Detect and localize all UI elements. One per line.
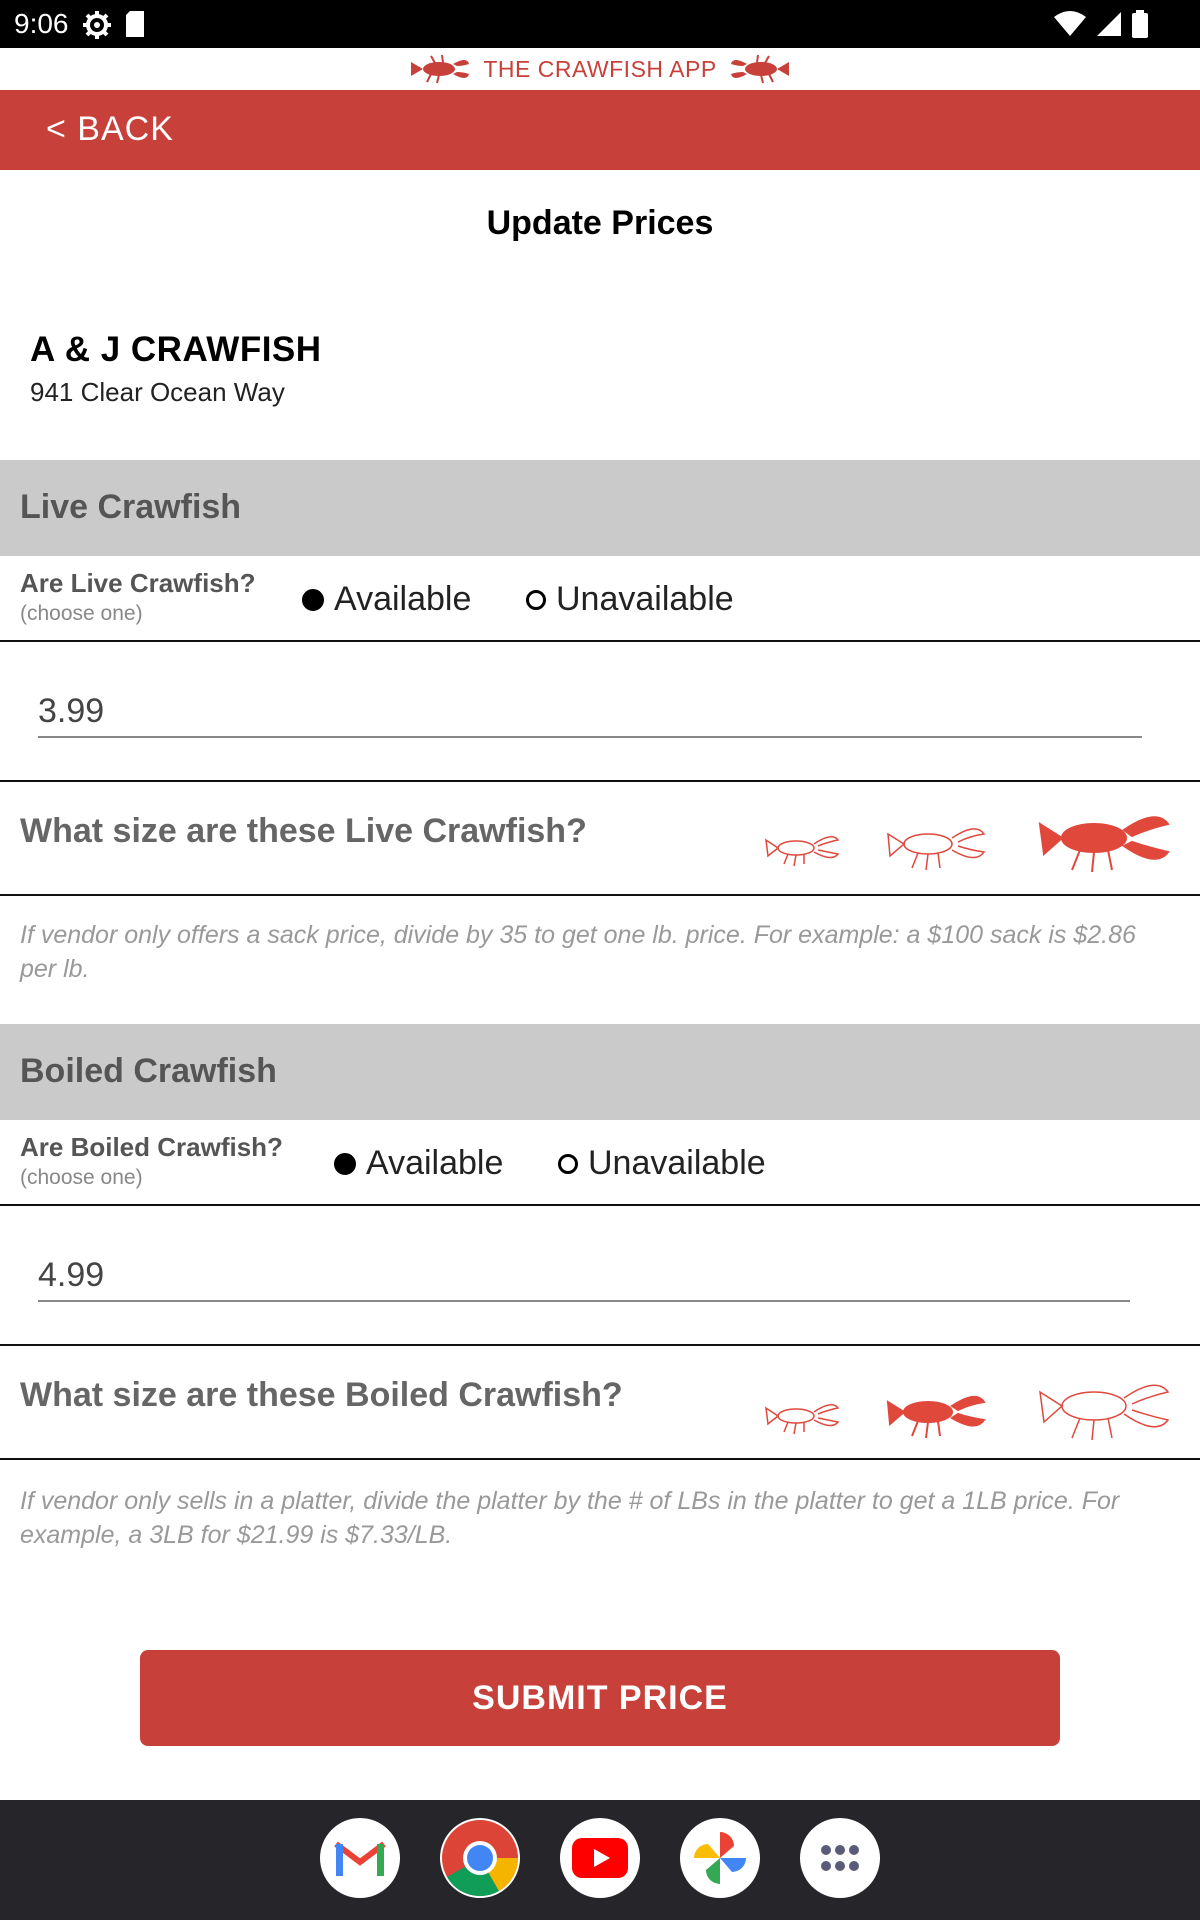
large-crawfish-icon[interactable] bbox=[1036, 798, 1172, 874]
medium-crawfish-icon[interactable] bbox=[884, 1380, 988, 1440]
medium-crawfish-icon[interactable] bbox=[884, 812, 988, 872]
status-time: 9:06 bbox=[14, 8, 69, 39]
page-title: Update Prices bbox=[486, 204, 714, 242]
availability-question: Are Live Crawfish? bbox=[20, 568, 256, 598]
live-availability-row bbox=[0, 556, 1200, 642]
crawfish-logo-icon bbox=[729, 54, 791, 84]
boiled-size-row bbox=[0, 1346, 1200, 1460]
back-button[interactable]: < BACK bbox=[46, 110, 174, 148]
radio-selected-icon bbox=[302, 589, 324, 611]
size-question: What size are these Boiled Crawfish? bbox=[20, 1376, 623, 1414]
live-crawfish-section-header bbox=[0, 460, 1200, 556]
boiled-price-row bbox=[0, 1206, 1200, 1346]
size-question: What size are these Live Crawfish? bbox=[20, 812, 587, 850]
youtube-icon[interactable] bbox=[560, 1818, 640, 1898]
settings-gear-icon bbox=[82, 10, 112, 40]
app-brand-name: THE CRAWFISH APP bbox=[483, 55, 717, 82]
large-crawfish-icon[interactable] bbox=[1036, 1366, 1172, 1442]
availability-question: Are Boiled Crawfish? bbox=[20, 1132, 283, 1162]
boiled-crawfish-section-header bbox=[0, 1024, 1200, 1120]
radio-label: Available bbox=[366, 1144, 504, 1182]
status-bar bbox=[0, 0, 1200, 48]
live-price-input[interactable] bbox=[38, 686, 1142, 738]
radio-selected-icon bbox=[334, 1153, 356, 1175]
small-crawfish-icon[interactable] bbox=[762, 824, 842, 868]
vendor-name: A & J CRAWFISH bbox=[30, 330, 322, 369]
section-title: Live Crawfish bbox=[20, 488, 242, 526]
chrome-icon[interactable] bbox=[440, 1818, 520, 1898]
crawfish-logo-icon bbox=[409, 54, 471, 84]
availability-hint: (choose one) bbox=[20, 1166, 143, 1189]
sd-card-icon bbox=[124, 10, 146, 38]
radio-unselected-icon bbox=[558, 1154, 578, 1174]
radio-label: Unavailable bbox=[556, 580, 734, 618]
battery-icon bbox=[1132, 10, 1148, 38]
section-title: Boiled Crawfish bbox=[20, 1052, 277, 1090]
app-drawer-icon[interactable] bbox=[800, 1818, 880, 1898]
live-available-radio[interactable] bbox=[302, 580, 471, 619]
radio-label: Available bbox=[334, 580, 472, 618]
boiled-pricing-note: If vendor only sells in a platter, divide the platter by the # of LBs in the platter to get a 1LB price. For example, a 3LB for $21.99 is $7.33/LB. bbox=[20, 1487, 1120, 1549]
gmail-icon[interactable] bbox=[320, 1818, 400, 1898]
availability-hint: (choose one) bbox=[20, 602, 143, 625]
system-dock bbox=[0, 1800, 1200, 1920]
vendor-address: 941 Clear Ocean Way bbox=[30, 377, 285, 407]
submit-price-button[interactable]: SUBMIT PRICE bbox=[140, 1650, 1060, 1746]
boiled-available-radio[interactable] bbox=[334, 1144, 503, 1183]
live-size-row bbox=[0, 782, 1200, 896]
small-crawfish-icon[interactable] bbox=[762, 1392, 842, 1436]
top-nav-bar bbox=[0, 90, 1200, 170]
photos-icon[interactable] bbox=[680, 1818, 760, 1898]
live-price-row bbox=[0, 642, 1200, 782]
radio-label: Unavailable bbox=[588, 1144, 766, 1182]
boiled-availability-row bbox=[0, 1120, 1200, 1206]
wifi-icon bbox=[1054, 11, 1086, 37]
cellular-signal-icon bbox=[1096, 11, 1122, 37]
live-pricing-note: If vendor only offers a sack price, divide by 35 to get one lb. price. For example: a $100 sack is $2.86 per lb. bbox=[20, 921, 1136, 983]
boiled-price-input[interactable] bbox=[38, 1250, 1130, 1302]
radio-unselected-icon bbox=[526, 590, 546, 610]
live-unavailable-radio[interactable] bbox=[526, 580, 734, 619]
boiled-unavailable-radio[interactable] bbox=[558, 1144, 766, 1183]
app-brand-bar bbox=[0, 48, 1200, 90]
